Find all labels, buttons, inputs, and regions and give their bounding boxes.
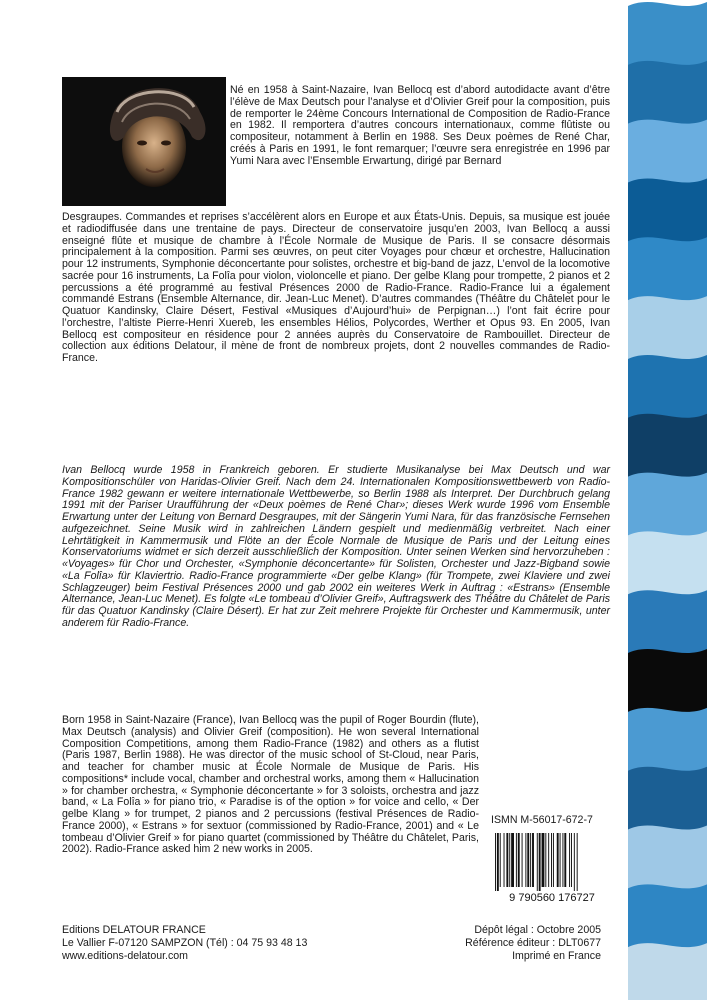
barcode-bar	[537, 833, 538, 891]
barcode-bar	[525, 833, 526, 887]
barcode-bar	[500, 833, 501, 887]
stripe-band	[628, 237, 707, 301]
barcode	[491, 831, 613, 903]
barcode-bar	[527, 833, 529, 887]
publisher-info	[62, 924, 307, 963]
bio-french-intro: Né en 1958 à Saint-Nazaire, Ivan Bellocq est d’abord autodidacte avant d’être l’élève de Max Deutsch pour l’analyse et d’Olivier Greif pour la composition, puis de remporter le 24ème Concours International de Composition de Radio-France en 1982. Il remportera d’autres concours internationaux, comme flûtiste ou compositeur, notamment à Berlin en 1988. Ses Deux poèmes de René Char, créés à Paris en 1991, le font remarquer; l’œuvre sera enregistrée en 1996 par Yumi Nara avec l’Ensemble Erwartung, dirigé par Bernard	[230, 84, 610, 167]
barcode-bar	[506, 833, 508, 887]
stripe-band	[628, 473, 707, 537]
barcode-bar	[516, 833, 517, 887]
barcode-bar	[564, 833, 566, 887]
publisher-reference: Référence éditeur : DLT0677	[465, 937, 601, 949]
barcode-bar	[553, 833, 554, 887]
barcode-bar	[509, 833, 510, 887]
publisher-address: Le Vallier F-07120 SAMPZON (Tél) : 04 75 93 48 13	[62, 937, 308, 949]
stripe-band	[628, 120, 707, 184]
barcode-bar	[551, 833, 552, 887]
barcode-bar	[522, 833, 523, 887]
stripe-band	[628, 531, 707, 595]
bio-french-body: Desgraupes. Commandes et reprises s’accélèrent alors en Europe et aux États-Unis. Depuis, sa musique est jouée et radiodiffusée dans une trentaine de pays. Directeur de conservatoire jusqu’en 2003, Ivan Bellocq a aussi enseigné flûte et musique de chambre à l’École Normale de Musique de Paris. Il se consacre désormais principalement à la composition. Parmi ses œuvres, on peut citer Voyages pour chœur et orchestre, Hallucination pour 12 instruments, Symphonie déconcertante pour solistes, orchestre et big-band de jazz, L’envol de la locomotive sacrée pour 16 instruments, La Folîa pour violon, violoncelle et piano. Der gelbe Klang pour trompette, 2 pianos et 2 percussions a été programmé au festival Présences 2000 de Radio-France. Radio-France lui a également commandé Estrans (Ensemble Alternance, dir. Jean-Luc Menet). D’autres commandes (Théâtre du Châtelet pour le Quatuor Kandinsky, Claire Désert, Festival «Musiques d’Aujourd’hui» de Perpignan…) l’ont fait écrire pour l’orchestre, l’altiste Pierre-Henri Xuereb, les ensembles Hélios, Polycordes, Werther et Opus 93. En 2005, Ivan Bellocq est compositeur en résidence pour 2 années auprès du Conservatoire de Rambouillet. Directeur de collection aux éditions Delatour, il mène de front de nombreux projets, dont 2 nouvelles commandes de Radio-France.	[62, 211, 610, 364]
barcode-bar	[577, 833, 578, 891]
publisher-name: Editions DELATOUR FRANCE	[62, 924, 206, 936]
barcode-bar	[542, 833, 545, 887]
stripe-band	[628, 590, 707, 654]
legal-info	[465, 924, 601, 963]
barcode-bar	[557, 833, 559, 887]
stripe-band	[628, 61, 707, 125]
barcode-bar	[560, 833, 561, 887]
barcode-bar	[539, 833, 541, 891]
barcode-bar	[571, 833, 572, 887]
stripe-band	[628, 296, 707, 360]
barcode-bar	[504, 833, 505, 887]
legal-deposit: Dépôt légal : Octobre 2005	[474, 924, 601, 936]
barcode-bar	[548, 833, 549, 887]
stripe-band	[628, 708, 707, 772]
stripe-band	[628, 826, 707, 890]
stripe-band	[628, 2, 707, 66]
barcode-bar	[569, 833, 570, 887]
barcode-digits: 9 790560 176727	[509, 892, 595, 903]
decorative-stripe-band	[628, 0, 707, 1000]
barcode-bar	[518, 833, 520, 887]
printed-in: Imprimé en France	[512, 950, 601, 962]
barcode-bar	[574, 833, 575, 891]
stripe-band	[628, 884, 707, 948]
barcode-bar	[532, 833, 534, 887]
stripe-band	[628, 943, 707, 1000]
author-portrait-photo	[62, 77, 226, 206]
barcode-bar	[511, 833, 514, 887]
bio-german: Ivan Bellocq wurde 1958 in Frankreich geboren. Er studierte Musikanalyse bei Max Deutsch und war Kompositionschüler von Haridas-Olivier Greif. Nach dem 24. Internationalen Kompositionswettbewerb von Radio-France 1982 gewann er weitere internationale Wettbewerbe, so Berlin 1988 als Interpret. Der Durchbruch gelang 1991 mit der Pariser Uraufführung der «Deux poèmes de René Char»; dieses Werk wurde 1996 vom Ensemble Erwartung unter der Leitung von Bernard Desgraupes, mit der Sängerin Yumi Nara, für das französische Fernsehen aufgezeichnet. Seine Musik wird in zahlreichen Ländern gespielt und medienmäßig verbreitet. Nach einer Lehrtätigkeit in Kammermusik und Flöte an der École Normale de Musique de Paris und der Leitung eines Konservatoriums widmet er sich derzeit ausschließlich der Komposition. Unter seinen Werken sind hervorzuheben : «Voyages» für Chor und Orchester, «Symphonie déconcertante» für Solisten, Orchester und Jazz-Bigband sowie «La Folîa» für Klaviertrio. Radio-France programmierte «Der gelbe Klang» (für Trompete, zwei Klaviere und zwei Schlagzeuger) beim Festival Présences 2000 und gab 2002 ein weiteres Werk in Auftrag : «Estrans» (Ensemble Alternance, Jean-Luc Menet). Es folgte «Le tombeau d’Olivier Greif», Auftragswerk des Théâtre du Châtelet de Paris für das Quatuor Kandinsky (Claire Désert). Er hat zur Zeit mehrere Projekte für Orchester und Kammermusik, unter anderem für Radio-France.	[62, 464, 610, 629]
barcode-bar	[545, 833, 546, 887]
ismn-number: ISMN M-56017-672-7	[491, 814, 593, 826]
bio-english: Born 1958 in Saint-Nazaire (France), Ivan Bellocq was the pupil of Roger Bourdin (flute), Max Deutsch (analysis) and Olivier Greif (composition). He won several International Composition Competitions, among them Radio-France (1982) and others as a flutist (Paris 1987, Berlin 1988). He was director of the music school of St-Cloud, near Paris, and teacher for chamber music at École Normale de Musique de Paris. His compositions* include vocal, chamber and orchestral works, among them « Hallucination » for chamber orchestra, « Symphonie déconcertante » for 3 soloists, orchestra and jazz band, « La Folîa » for piano trio, « Paradise is of the option » for voice and cello, « Der gelbe Klang » for trumpet, 2 pianos and 2 percussions (festival Présences de Radio-France 2000), « Estrans » for sextuor (commissioned by Radio-France, 2001) and « Le tombeau d’Olivier Greif » for piano quartet (commissioned by Théâtre du Châtelet, Paris, 2002). Radio-France asked him 2 new works in 2005.	[62, 714, 479, 856]
barcode-bar	[562, 833, 563, 887]
publisher-website[interactable]: www.editions-delatour.com	[62, 950, 189, 962]
barcode-bar	[497, 833, 499, 891]
stripe-band	[628, 767, 707, 831]
stripe-band	[628, 414, 707, 478]
stripe-band	[628, 649, 707, 713]
barcode-bar	[530, 833, 531, 887]
stripe-band	[628, 355, 707, 419]
stripe-band	[628, 178, 707, 242]
barcode-bar	[495, 833, 496, 891]
portrait-image	[62, 77, 226, 206]
